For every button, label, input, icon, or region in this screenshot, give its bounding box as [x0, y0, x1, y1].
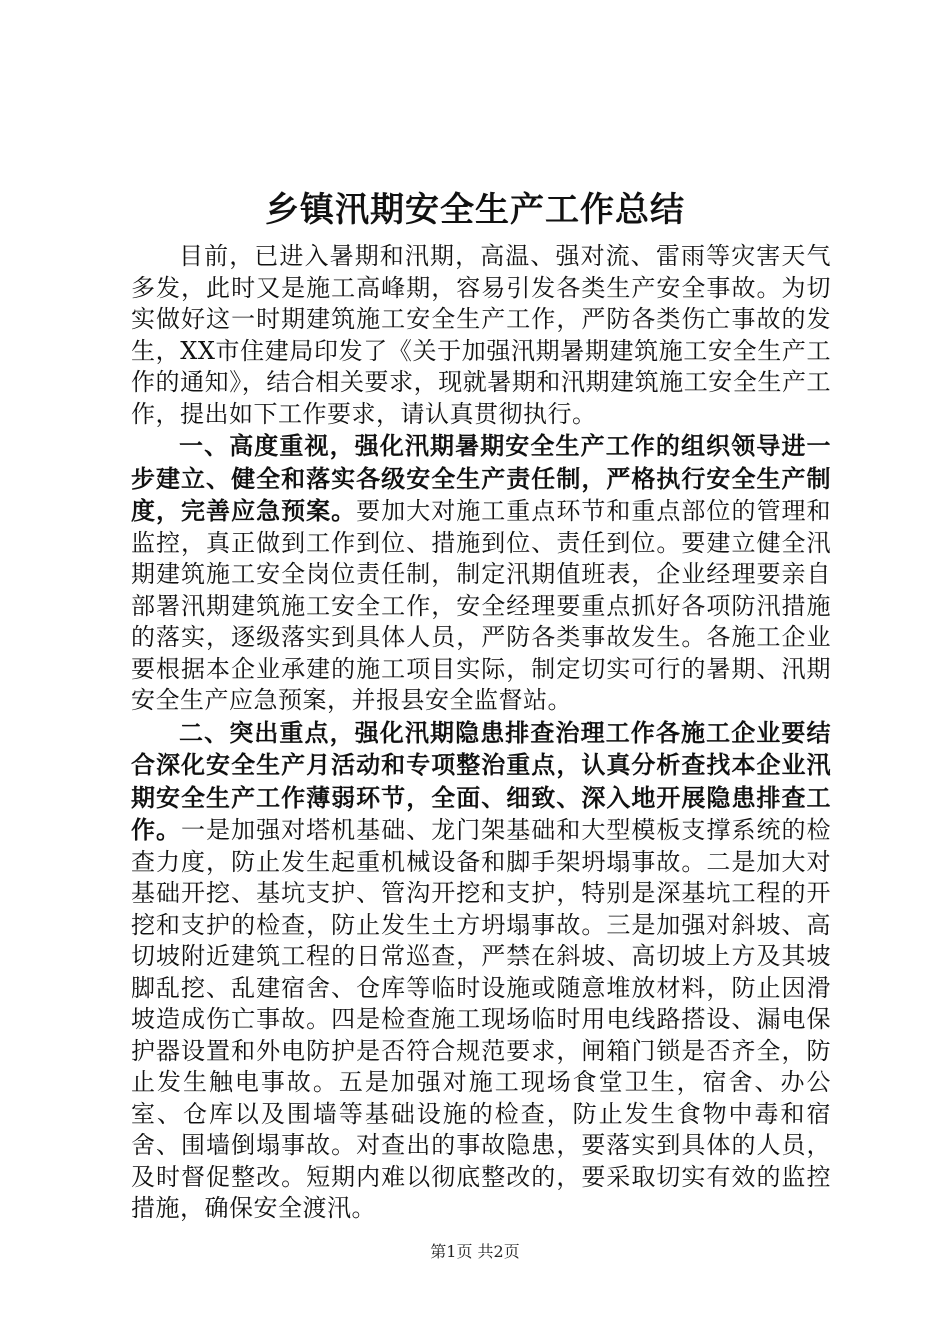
document-body [131, 240, 831, 1225]
paragraph-text: 一是加强对塔机基础、龙门架基础和大型模板支撑系统的检查力度，防止发生起重机械设备和脚手架坍塌事故。二是加大对基础开挖、基坑支护、管沟开挖和支护，特别是深基坑工程的开挖和支护的检查，防止发生土方坍塌事故。三是加强对斜坡、高切坡附近建筑工程的日常巡查，严禁在斜坡、高切坡上方及其坡脚乱挖、乱建宿舍、仓库等临时设施或随意堆放材料，防止因滑坡造成伤亡事故。四是检查施工现场临时用电线路搭设、漏电保护器设置和外电防护是否符合规范要求，闸箱门锁是否齐全，防止发生触电事故。五是加强对施工现场食堂卫生，宿舍、办公室、仓库以及围墙等基础设施的检查，防止发生食物中毒和宿舍、围墙倒塌事故。对查出的事故隐患，要落实到具体的人员，及时督促整改。短期内难以彻底整改的，要采取切实有效的监控措施，确保安全渡汛。 [131, 816, 832, 1222]
document-title: 乡镇汛期安全生产工作总结 [265, 190, 685, 230]
paragraph-section-1 [131, 430, 831, 717]
section-1-heading: 一、高度重视，强化汛期暑期安全生产工作的组织领导进一步建立、健全和落实各级安全生产责任制，严格执行安全生产制度，完善应急预案。 [131, 431, 831, 525]
page-number-footer: 第1页 共2页 [430, 1242, 520, 1261]
paragraph-intro [131, 240, 831, 430]
paragraph-text: 要加大对施工重点环节和重点部位的管理和监控，真正做到工作到位、措施到位、责任到位。要建立健全汛期建筑施工安全岗位责任制，制定汛期值班表，企业经理要亲自部署汛期建筑施工安全工作，安全经理要重点抓好各项防汛措施的落实，逐级落实到具体人员，严防各类事故发生。各施工企业要根据本企业承建的施工项目实际，制定切实可行的暑期、汛期安全生产应急预案，并报县安全监督站。 [131, 497, 832, 714]
paragraph-section-2 [131, 717, 831, 1225]
paragraph-text: 目前，已进入暑期和汛期，高温、强对流、雷雨等灾害天气多发，此时又是施工高峰期，容易引发各类生产安全事故。为切实做好这一时期建筑施工安全生产工作，严防各类伤亡事故的发生，XX市住建局印发了《关于加强汛期暑期建筑施工安全生产工作的通知》，结合相关要求，现就暑期和汛期建筑施工安全生产工作，提出如下工作要求，请认真贯彻执行。 [131, 242, 831, 428]
section-2-heading: 二、突出重点，强化汛期隐患排查治理工作各施工企业要结合深化安全生产月活动和专项整治重点，认真分析查找本企业汛期安全生产工作薄弱环节，全面、细致、深入地开展隐患排查工作。 [131, 717, 831, 844]
